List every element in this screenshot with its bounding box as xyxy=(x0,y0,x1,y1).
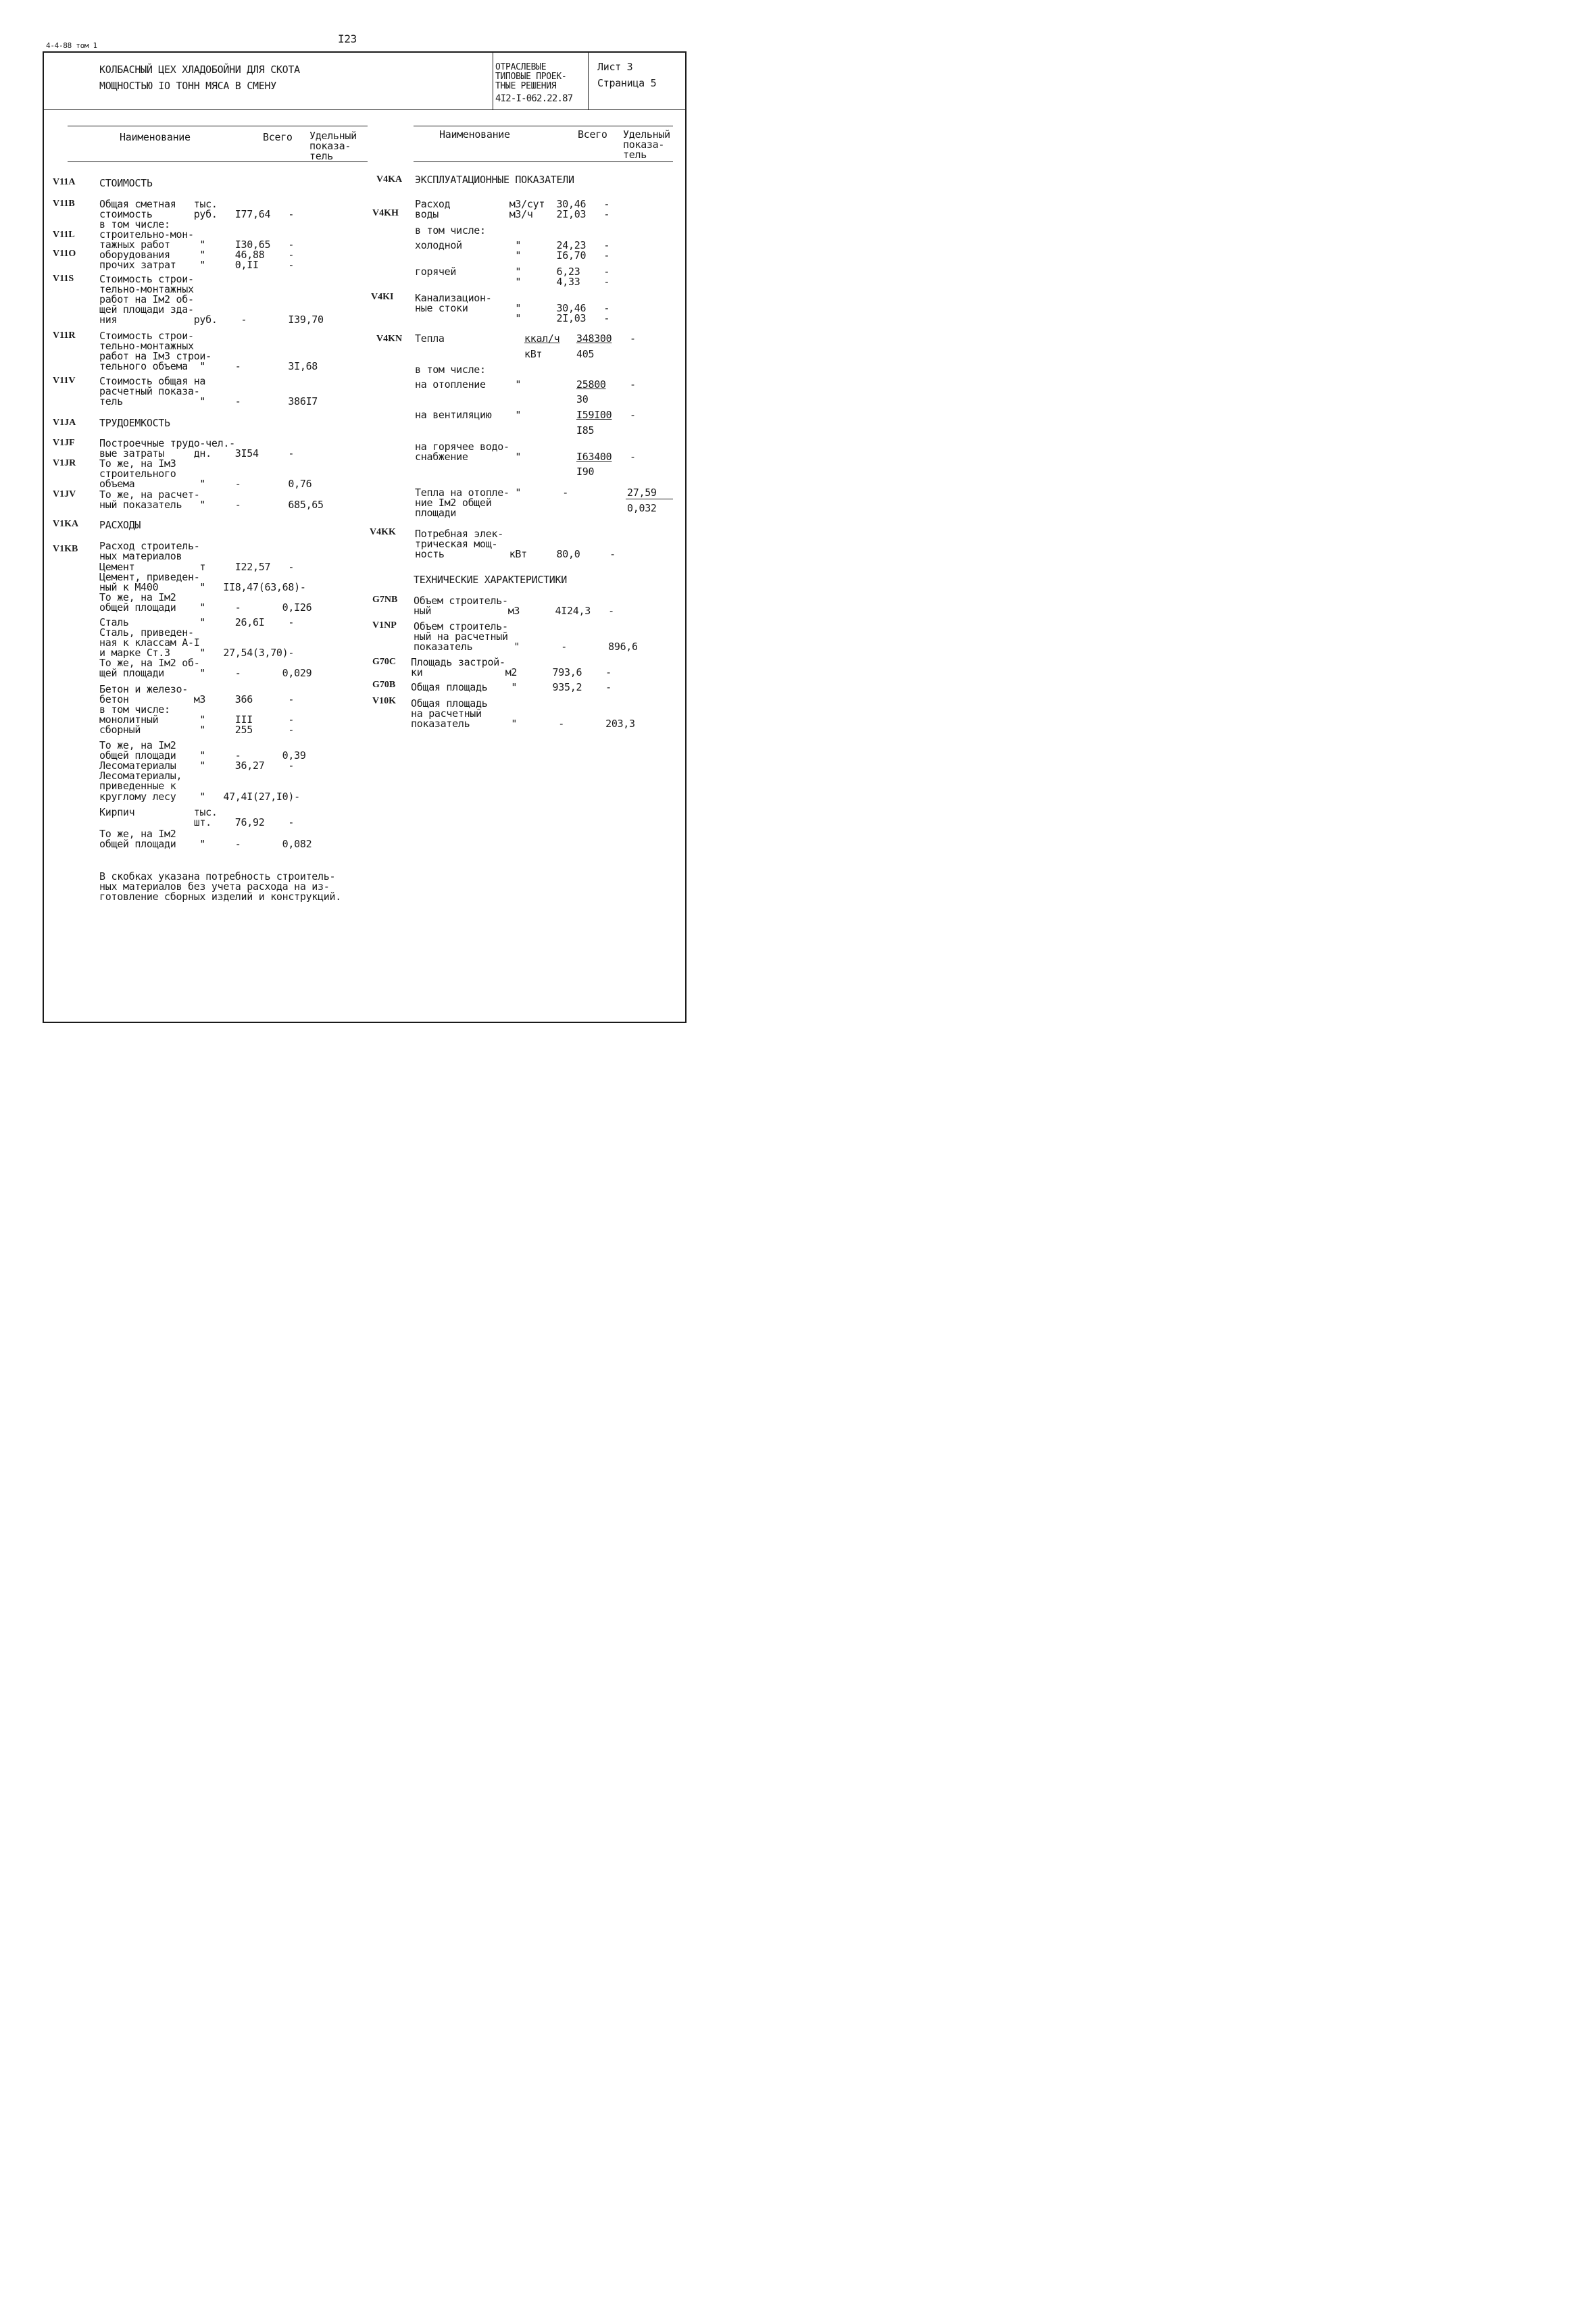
title-line-1: КОЛБАСНЫЙ ЦЕХ ХЛАДОБОЙНИ ДЛЯ СКОТА xyxy=(99,64,300,76)
left-row: ный к М400 " II8,47(63,68)- xyxy=(99,581,306,593)
right-row: площади xyxy=(415,507,457,519)
left-row: Стоимость строи- xyxy=(99,273,194,285)
left-row: тельно-монтажных xyxy=(99,283,194,295)
left-row: Стоимость строи- xyxy=(99,330,194,342)
left-row: Сталь " 26,6I - xyxy=(99,616,295,628)
document-reference: 4-4-88 том 1 xyxy=(46,41,97,50)
left-row: Сталь, приведен- xyxy=(99,626,194,639)
left-code: V1JA xyxy=(53,418,76,428)
left-row: в том числе: xyxy=(99,703,170,716)
left-row: То же, на Iм2 xyxy=(99,828,176,840)
left-row: ных материалов xyxy=(99,550,182,562)
heating-dash: - xyxy=(630,378,636,391)
title-block-sep-2 xyxy=(588,51,589,109)
left-row: вые затраты дн. 3I54 - xyxy=(99,447,295,459)
right-row: холодной " 24,23 - xyxy=(415,239,610,251)
right-code: V4KI xyxy=(371,292,394,302)
left-row: объема " - 0,76 xyxy=(99,478,312,490)
right-row: показатель " - 896,6 xyxy=(414,641,638,653)
left-row: щей площади зда- xyxy=(99,303,194,316)
left-row: Цемент, приведен- xyxy=(99,571,200,583)
heating-value-kw: 30 xyxy=(576,393,589,405)
left-row: общей площади " - 0,082 xyxy=(99,838,312,850)
right-row-heat-per-m2: Тепла на отопле- " - xyxy=(415,487,569,499)
hot-water-value-kw: I90 xyxy=(576,466,595,478)
right-header-specific-2: показа- xyxy=(623,139,665,151)
left-code: V11S xyxy=(53,274,74,284)
right-row: Объем строитель- xyxy=(414,595,508,607)
left-code: V11B xyxy=(53,199,75,209)
title-block-divider xyxy=(43,109,687,110)
left-row: и марке Ст.3 " 27,54(3,70)- xyxy=(99,647,295,659)
left-row: То же, на Iм2 об- xyxy=(99,657,200,669)
left-row: Построечные трудо-чел.- xyxy=(99,437,235,449)
left-code: V1KB xyxy=(53,544,78,554)
left-row: щей площади " - 0,029 xyxy=(99,667,312,679)
ventilation-dash: - xyxy=(630,409,636,421)
right-code: V4KN xyxy=(376,334,403,344)
right-row: воды м3/ч 2I,03 - xyxy=(415,208,610,220)
right-row-hot-water: снабжение " xyxy=(415,451,522,463)
right-header-specific-3: тель xyxy=(623,149,647,161)
left-row: тельного объема " - 3I,68 xyxy=(99,360,318,372)
left-code: V11R xyxy=(53,330,76,341)
right-row: " I6,70 - xyxy=(415,249,610,262)
left-code: V11A xyxy=(53,177,76,187)
right-row: Канализацион- xyxy=(415,292,492,304)
left-row: Лесоматериалы, xyxy=(99,770,182,782)
left-row: То же, на Iм2 xyxy=(99,739,176,751)
left-row: строительно-мон- xyxy=(99,228,194,241)
left-row: круглому лесу " 47,4I(27,I0)- xyxy=(99,791,300,803)
section-heading-expenses: РАСХОДЫ xyxy=(99,519,141,531)
left-row: То же, на Iм2 xyxy=(99,591,176,603)
left-row: прочих затрат " 0,II - xyxy=(99,259,295,271)
right-header-bottom-rule xyxy=(414,161,673,162)
right-row: на расчетный xyxy=(411,707,482,720)
left-row: расчетный показа- xyxy=(99,385,200,397)
section-heading-labor: ТРУДОЕМКОСТЬ xyxy=(99,417,170,429)
right-row-heating: на отопление " xyxy=(415,378,522,391)
right-row: ные стоки " 30,46 - xyxy=(415,302,610,314)
left-row: приведенные к xyxy=(99,780,176,792)
right-code: V4KK xyxy=(370,527,396,537)
left-row: Цемент т I22,57 - xyxy=(99,561,295,573)
ventilation-value-kw: I85 xyxy=(576,424,595,437)
left-row: тельно-монтажных xyxy=(99,340,194,352)
heat-value-kw: 405 xyxy=(576,348,595,360)
hot-water-value-kcal: I63400 xyxy=(576,451,612,463)
series-line-3: ТНЫЕ РЕШЕНИЯ xyxy=(495,81,557,91)
left-row: бетон м3 366 - xyxy=(99,693,295,705)
left-code: V1KA xyxy=(53,519,79,529)
series-line-1: ОТРАСЛЕВЫЕ xyxy=(495,62,547,72)
left-row: сборный " 255 - xyxy=(99,724,295,736)
right-code: V4KH xyxy=(372,208,399,218)
right-row: Расход м3/сут 30,46 - xyxy=(415,198,610,210)
left-row: Расход строитель- xyxy=(99,540,200,552)
left-code: V11V xyxy=(53,376,76,386)
hot-water-dash: - xyxy=(630,451,636,463)
right-row: " 4,33 - xyxy=(415,276,610,288)
heating-value-kcal: 25800 xyxy=(576,378,606,391)
right-row: Потребная элек- xyxy=(415,528,503,540)
left-row: в том числе: xyxy=(99,218,170,230)
left-row: тель " - 386I7 xyxy=(99,395,318,407)
left-row: ная к классам А-I xyxy=(99,637,200,649)
right-row: Общая площадь " 935,2 - xyxy=(411,681,612,693)
left-row: ный показатель " - 685,65 xyxy=(99,499,324,511)
left-row: То же, на расчет- xyxy=(99,489,200,501)
right-row: в том числе: xyxy=(415,364,486,376)
left-row: Стоимость общая на xyxy=(99,375,206,387)
series-code: 4I2-I-062.22.87 xyxy=(495,93,573,104)
left-row: Кирпич тыс. xyxy=(99,806,218,818)
section-heading-technical: ТЕХНИЧЕСКИЕ ХАРАКТЕРИСТИКИ xyxy=(414,574,568,586)
right-row: ние Iм2 общей xyxy=(415,497,492,509)
right-row: ки м2 793,6 - xyxy=(411,666,612,678)
heat-value-kcal: 348300 xyxy=(576,332,612,345)
right-row: ный на расчетный xyxy=(414,630,508,643)
series-line-2: ТИПОВЫЕ ПРОЕК- xyxy=(495,72,567,82)
left-header-specific-1: Удельный xyxy=(309,130,357,142)
left-code: V1JV xyxy=(53,489,76,499)
right-row: в том числе: xyxy=(415,224,486,237)
right-row: трическая мощ- xyxy=(415,538,498,550)
right-code: V10K xyxy=(372,696,396,706)
page-number: I23 xyxy=(338,32,357,45)
left-row: строительного xyxy=(99,468,176,480)
right-row: ность кВт 80,0 - xyxy=(415,548,616,560)
left-row: шт. 76,92 - xyxy=(99,816,295,828)
footnote-line-2: ных материалов без учета расхода на из- xyxy=(99,880,330,893)
left-row: общей площади " - 0,I26 xyxy=(99,601,312,614)
heat-per-m2-kcal: 27,59 xyxy=(627,487,657,499)
right-row: горячей " 6,23 - xyxy=(415,266,610,278)
right-code: V1NP xyxy=(372,620,397,630)
left-row: тажных работ " I30,65 - xyxy=(99,239,295,251)
left-row: работ на Iм3 строи- xyxy=(99,350,211,362)
left-row: работ на Iм2 об- xyxy=(99,293,194,305)
ventilation-value-kcal: I59I00 xyxy=(576,409,612,421)
right-code: G70C xyxy=(372,657,396,667)
section-heading-cost: СТОИМОСТЬ xyxy=(99,177,153,189)
right-row: Площадь застрой- xyxy=(411,656,505,668)
right-header-name: Наименование xyxy=(439,128,510,141)
right-code: G70B xyxy=(372,680,396,690)
left-row: ния руб. - I39,70 xyxy=(99,314,324,326)
left-code: V11L xyxy=(53,230,75,240)
heat-per-m2-kw: 0,032 xyxy=(627,502,657,514)
left-header-specific-2: показа- xyxy=(309,140,351,152)
right-row-ventilation: на вентиляцию " xyxy=(415,409,522,421)
page-label: Страница 5 xyxy=(597,77,657,89)
right-row: ный м3 4I24,3 - xyxy=(414,605,614,617)
right-row: показатель " - 203,3 xyxy=(411,718,635,730)
left-row: То же, на Iм3 xyxy=(99,457,176,470)
right-header-specific-1: Удельный xyxy=(623,128,670,141)
left-code: V1JF xyxy=(53,438,75,448)
right-code: V4KA xyxy=(376,174,403,184)
left-header-total: Всего xyxy=(263,131,293,143)
right-row: " 2I,03 - xyxy=(415,312,610,324)
left-row: Бетон и железо- xyxy=(99,683,188,695)
right-header-total: Всего xyxy=(578,128,607,141)
title-line-2: МОЩНОСТЬЮ IO ТОНН МЯСА В СМЕНУ xyxy=(99,80,276,92)
right-code: G7NB xyxy=(372,595,398,605)
left-header-name: Наименование xyxy=(120,131,191,143)
left-row: Общая сметная тыс. xyxy=(99,198,218,210)
left-code: V11O xyxy=(53,249,76,259)
sheet-label: Лист 3 xyxy=(597,61,633,73)
footnote-line-1: В скобках указана потребность строитель- xyxy=(99,870,336,882)
left-row: стоимость руб. I77,64 - xyxy=(99,208,295,220)
right-row: Общая площадь xyxy=(411,697,488,710)
left-row: общей площади " - 0,39 xyxy=(99,749,306,762)
right-row: на горячее водо- xyxy=(415,441,509,453)
heat-unit-kcal: ккал/ч xyxy=(524,332,560,345)
heat-dash: - xyxy=(630,332,636,345)
left-row: оборудования " 46,88 - xyxy=(99,249,295,261)
right-row: Объем строитель- xyxy=(414,620,508,632)
section-heading-operational: ЭКСПЛУАТАЦИОННЫЕ ПОКАЗАТЕЛИ xyxy=(415,174,574,186)
left-header-specific-3: тель xyxy=(309,150,333,162)
footnote-line-3: готовление сборных изделий и конструкций. xyxy=(99,891,341,903)
left-row: Лесоматериалы " 36,27 - xyxy=(99,760,295,772)
heat-unit-kw: кВт xyxy=(524,348,543,360)
left-code: V1JR xyxy=(53,458,76,468)
right-row-heat-label: Тепла xyxy=(415,332,445,345)
left-row: монолитный " III - xyxy=(99,714,295,726)
